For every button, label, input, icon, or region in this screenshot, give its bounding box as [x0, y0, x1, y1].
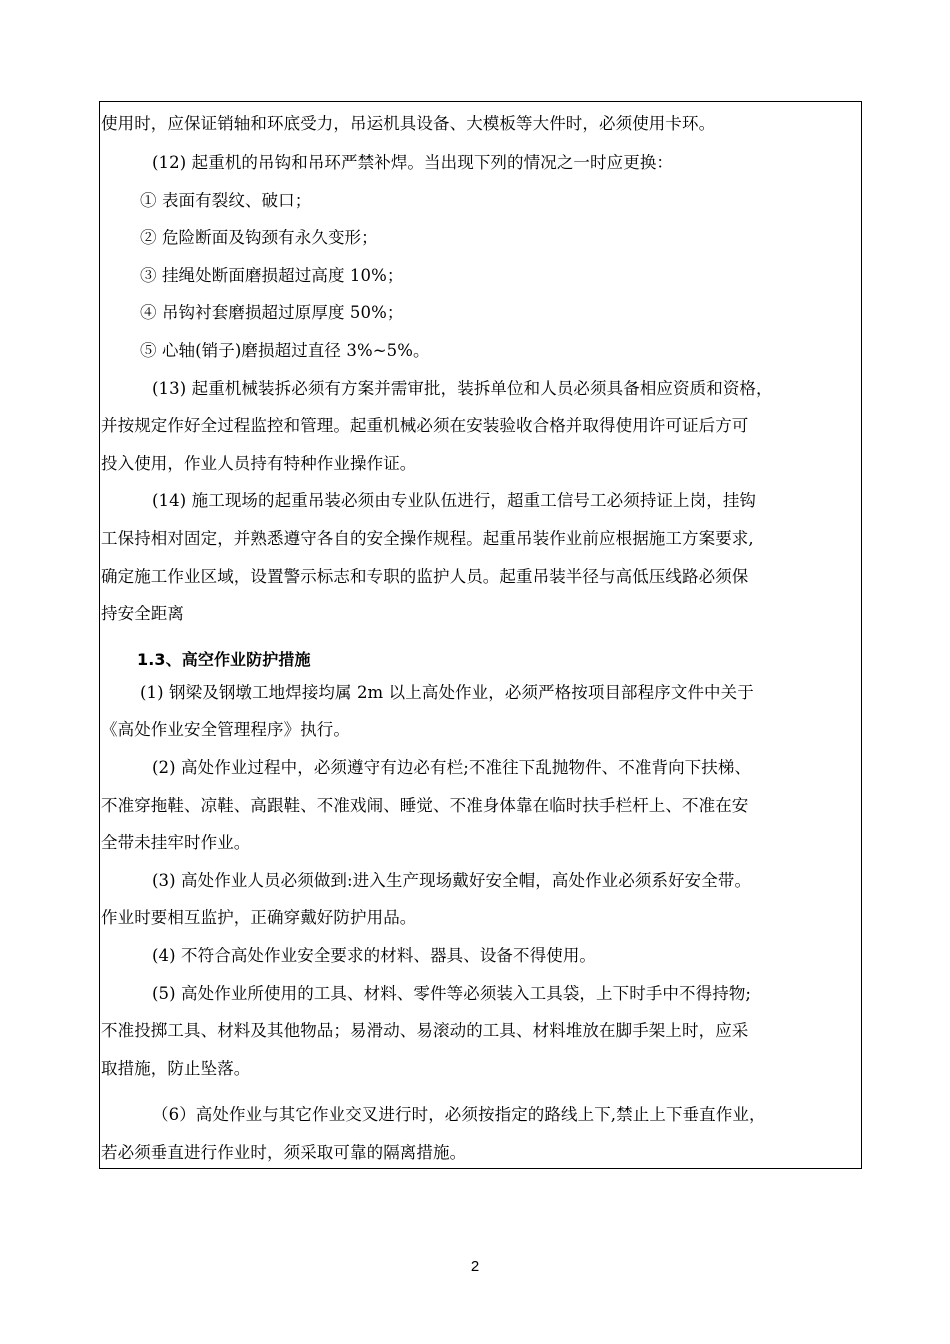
text-line: 工保持相对固定，并熟悉遵守各自的安全操作规程。起重吊装作业前应根据施工方案要求, — [101, 529, 754, 548]
text-line: 使用时，应保证销轴和环底受力，吊运机具设备、大模板等大件时，必须使用卡环。 — [101, 114, 716, 133]
text-line: (2) 高处作业过程中，必须遵守有边必有栏;不准往下乱抛物件、不准背向下扶梯、 — [152, 758, 752, 777]
section-heading: 1.3、高空作业防护措施 — [137, 650, 311, 669]
page-number: 2 — [470, 1258, 480, 1275]
text-line: 投入使用，作业人员持有特种作业操作证。 — [101, 454, 417, 473]
text-line: (1) 钢梁及钢墩工地焊接均属 2m 以上高处作业，必须严格按项目部程序文件中关于 — [140, 683, 754, 702]
text-line: (3) 高处作业人员必须做到:进入生产现场戴好安全帽，高处作业必须系好安全带。 — [152, 871, 752, 890]
text-line: 作业时要相互监护，正确穿戴好防护用品。 — [101, 908, 417, 927]
text-line: 若必须垂直进行作业时，须采取可靠的隔离措施。 — [101, 1143, 467, 1162]
text-line: (14) 施工现场的起重吊装必须由专业队伍进行，超重工信号工必须持证上岗，挂钩 — [152, 491, 757, 510]
text-line: （6）高处作业与其它作业交叉进行时，必须按指定的路线上下,禁止上下垂直作业， — [152, 1105, 766, 1124]
content-table-frame — [99, 101, 862, 1169]
text-line: (4) 不符合高处作业安全要求的材料、器具、设备不得使用。 — [152, 946, 597, 965]
list-item: ⑤ 心轴(销子)磨损超过直径 3%~5%。 — [140, 341, 430, 360]
text-line: (12) 起重机的吊钩和吊环严禁补焊。当出现下列的情况之一时应更换： — [152, 153, 674, 172]
list-item: ③ 挂绳处断面磨损超过高度 10%； — [140, 266, 404, 285]
text-line: (13) 起重机械装拆必须有方案并需审批，装拆单位和人员必须具备相应资质和资格， — [152, 379, 773, 398]
text-line: (5) 高处作业所使用的工具、材料、零件等必须装入工具袋，上下时手中不得持物; — [152, 984, 752, 1003]
list-item: ② 危险断面及钩颈有永久变形； — [140, 228, 378, 247]
text-line: 《高处作业安全管理程序》执行。 — [101, 720, 350, 739]
text-line: 持安全距离 — [101, 604, 184, 623]
text-line: 全带未挂牢时作业。 — [101, 833, 251, 852]
text-line: 不准穿拖鞋、凉鞋、高跟鞋、不准戏闹、睡觉、不准身体靠在临时扶手栏杆上、不准在安 — [101, 796, 749, 815]
list-item: ④ 吊钩衬套磨损超过原厚度 50%； — [140, 303, 404, 322]
list-item: ① 表面有裂纹、破口； — [140, 191, 312, 210]
text-line: 取措施，防止坠落。 — [101, 1059, 251, 1078]
text-line: 不准投掷工具、材料及其他物品；易滑动、易滚动的工具、材料堆放在脚手架上时，应采 — [101, 1021, 749, 1040]
text-line: 并按规定作好全过程监控和管理。起重机械必须在安装验收合格并取得使用许可证后方可 — [101, 416, 749, 435]
text-line: 确定施工作业区域，设置警示标志和专职的监护人员。起重吊装半径与高低压线路必须保 — [101, 567, 749, 586]
